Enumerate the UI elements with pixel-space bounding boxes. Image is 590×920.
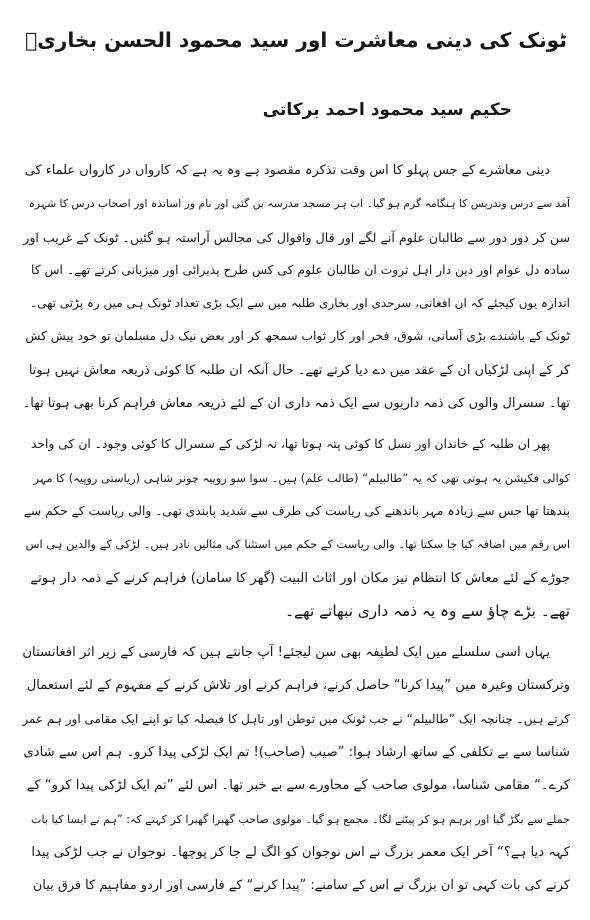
- text-line: بندھتا تھا جس سے زیادہ مہر باندھنے کی ریاست کی طرف سے شدید پابندی تھی۔ والی ریاست کے حکم سے: [23, 503, 570, 518]
- paragraph-1: [22, 154, 570, 420]
- text-line: شناسا سے بے تکلفی کے ساتھ ارشاد ہوا: ”صیب (صاحب)! تم ایک لڑکی پیدا کرو۔ ہم اس سے شادی: [23, 745, 570, 761]
- text-line: تھا۔ سسرال والوں کی ذمہ داریوں سے ایک ذمہ داری ان کے لئے ذریعہ معاش فراہم کرنا بھی ہوتا تھا۔: [22, 396, 570, 412]
- text-line: کرے۔“ مقامی شناسا، مولوی صاحب کے محاورے سے بے خبر تھا۔ اس لئے ”تم ایک لڑکی پیدا کرو“ کے: [26, 778, 570, 794]
- text-line: کر کے اپنی لڑکیاں ان کے عقد میں دے دیا کرتے تھے۔ حال آنکہ ان طلبہ کا کوئی ذریعہ معاش نہیں ہوتا: [28, 362, 570, 378]
- text-line: کہہ دیا ہے؟“ آخر ایک معمر بزرگ نے اس نوجوان کو الگ لے جا کر پوچھا۔ نوجوان نے جب لڑکی پیدا: [31, 844, 570, 860]
- text-line: دینی معاشرے کے جس پہلو کا اس وقت تذکرہ مقصود ہے وہ یہ ہے کہ کارواں در کارواں علماء کی: [24, 163, 550, 178]
- text-line: سن کر دور دور سے طالبان علوم آنے لگے اور قال واقوال کی مجالس آراستہ ہو گئیں۔ ٹونک کے غریب اور: [23, 229, 570, 245]
- text-line: ٹونک کے باشندے بڑی آسانی، شوق، فخر اور کار ثواب سمجھ کر اور بعض نیک دل مسلمان تو خود پیش کش: [25, 329, 570, 344]
- article-body: [22, 154, 570, 903]
- article-author: حکیم سید محمود احمد برکاتی: [262, 100, 512, 120]
- text-line: اندازہ یوں کیجئے کہ ان افغانی، سرحدی اور بخاری طلبہ میں سے ایک بڑی تعداد ٹونک ہی میں رہ پڑتی تھی۔: [30, 296, 570, 311]
- text-line: پھر ان طلبہ کے خاندان اور نسل کا کوئی پتہ ہوتا تھا، نہ لڑکی کے سسرال کا کوئی وجود۔ ان کی واحد: [30, 437, 550, 452]
- text-line: جملے سے بگڑ گیا اور برہم ہو کر پیٹنے لگا۔ مجمع ہو گیا۔ مولوی صاحب گھبرا گھبرا کر کہتے کہ: ”ہم نے ایسا کیا بات: [31, 812, 570, 826]
- text-line: تھے۔ بڑے چاؤ سے وہ یہ ذمہ داری نبھاتے تھے۔: [285, 601, 570, 620]
- paragraph-2: [22, 428, 570, 628]
- text-line: یہاں اسی سلسلے میں ایک لطیفہ بھی سن لیجئے! آپ جانتے ہیں کہ فارسی کے زیر اثر افغانستان: [22, 645, 550, 661]
- article-title: ٹونک کی دینی معاشرت اور سید محمود الحسن بخاریؒ: [25, 28, 567, 52]
- text-line: کرنے کی بات کہی تو ان بزرگ نے اس کے سامنے: ”پیدا کرنے“ کے فارسی اور اردو مفاہیم کا فرق بیان: [32, 878, 570, 894]
- text-line: آمد سے درس وتدریس کا ہنگامہ گرم ہو گیا۔ اب ہر مسجد مدرسہ بن گئی اور نام ور اساتذہ اور اصحاب درس کا شہرہ: [28, 197, 570, 211]
- text-line: سادہ دل عوام اور دین دار اہل ثروت ان طالبان علوم کی کس طرح پذیرائی اور میزبانی کرتے تھے۔ اس کا: [31, 262, 570, 277]
- text-line: کوالی فکیشن یہ ہوتی تھی کہ یہ ”طالبیلم“ (طالب علم) ہیں۔ سوا سو روپیہ چونر شاہی (ریاستی روپیہ) کا مہر: [33, 470, 570, 485]
- text-line: جوڑے کے لئے معاش کا انتظام نیز مکان اور اثاث البیت (گھر کا سامان) فراہم کرنے کے ذمہ دار ہوتے: [30, 570, 570, 586]
- text-line: کرتے ہیں۔ چنانچہ ایک ”طالبیلم“ نے جب ٹونک میں توطن اور تاہل کا فیصلہ کیا تو اپنے ایک مقامی اور ہم عمر: [22, 711, 570, 726]
- text-line: وترکستان وغیرہ میں ”پیدا کرنا“ حاصل کرنے، فراہم کرنے اور تلاش کرنے کے مفہوم کے لئے استعمال: [26, 678, 570, 694]
- text-line: اس رقم میں اضافہ کیا جا سکتا تھا۔ والی ریاست کے حکم میں استثنا کی مثالیں نادر ہیں۔ لڑکی کے والدین ہی اس: [25, 537, 570, 552]
- paragraph-3: [22, 636, 570, 902]
